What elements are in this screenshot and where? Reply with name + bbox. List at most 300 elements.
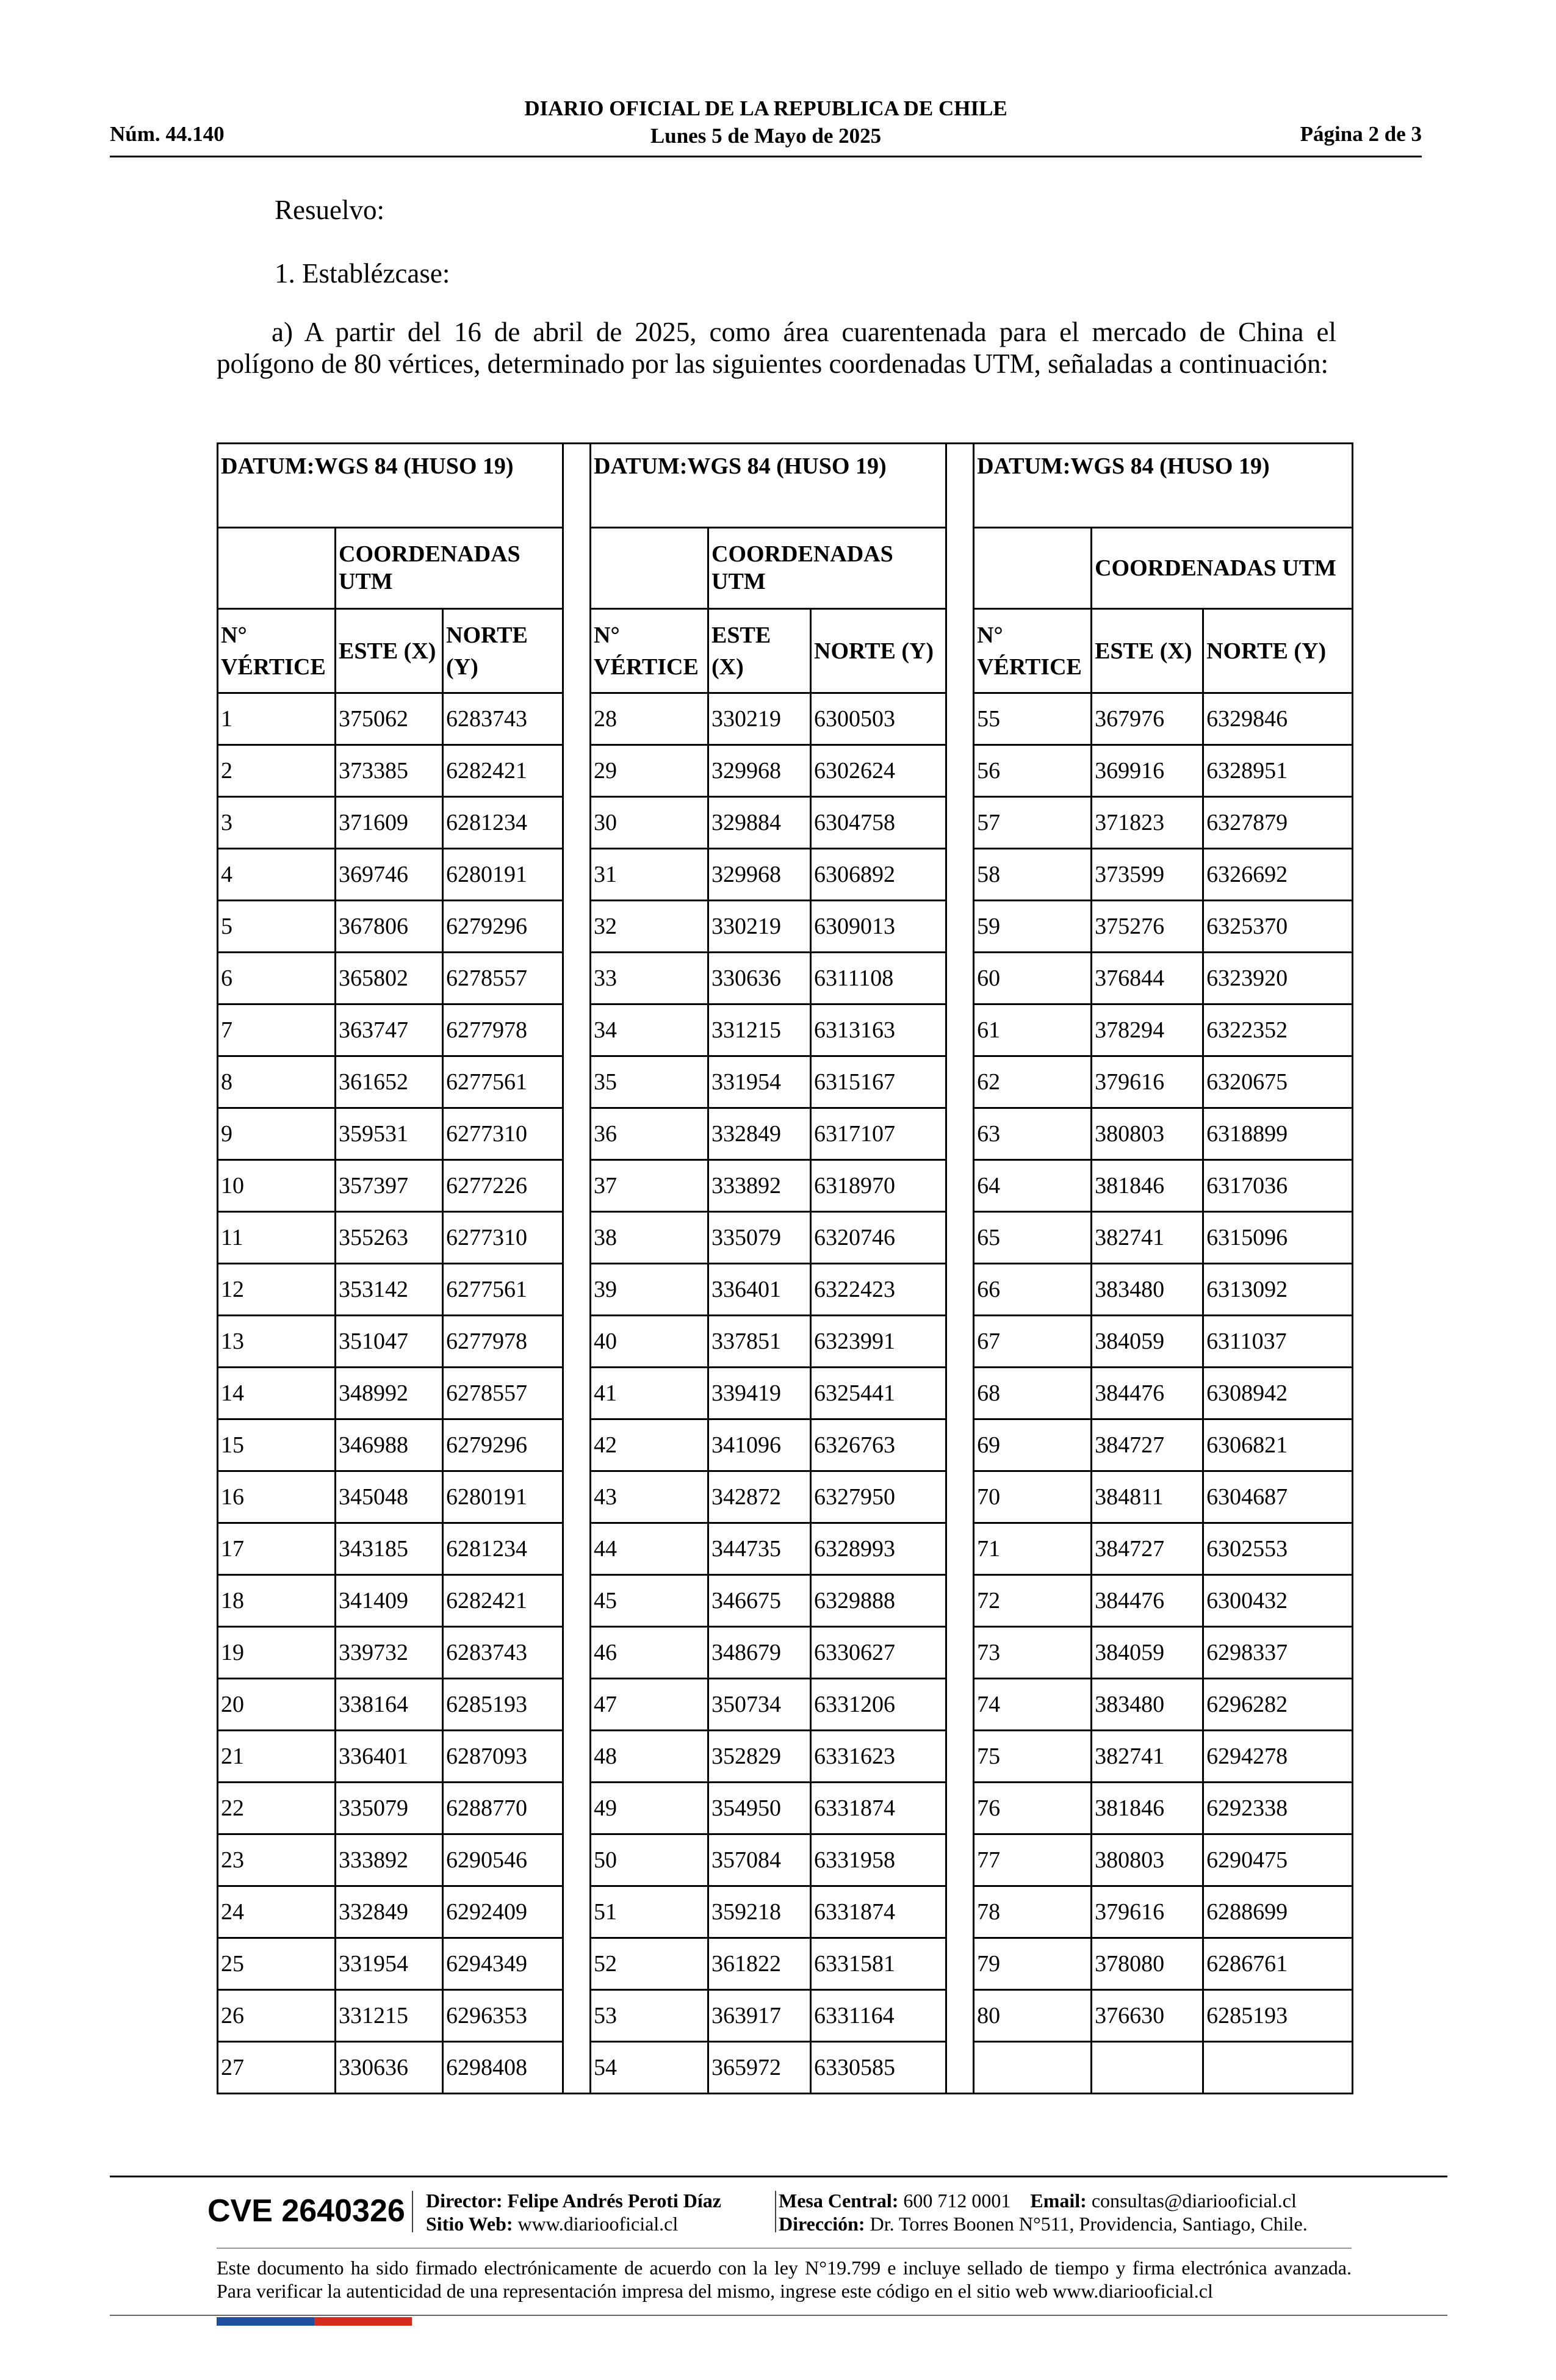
norte-cell: 6277226 bbox=[443, 1160, 563, 1212]
este-cell: 365802 bbox=[336, 953, 443, 1004]
footer-divider bbox=[412, 2191, 413, 2232]
vertex-cell: 77 bbox=[974, 1834, 1092, 1886]
norte-cell: 6311108 bbox=[811, 953, 946, 1004]
norte-cell: 6286761 bbox=[1203, 1938, 1353, 1990]
vertex-cell: 63 bbox=[974, 1108, 1092, 1160]
norte-cell: 6320746 bbox=[811, 1212, 946, 1264]
email-address[interactable]: consultas@diariooficial.cl bbox=[1091, 2190, 1297, 2212]
director-label: Director: bbox=[426, 2190, 503, 2212]
vertex-cell: 20 bbox=[218, 1679, 336, 1731]
norte-cell: 6306821 bbox=[1203, 1419, 1353, 1471]
director-name: Felipe Andrés Peroti Díaz bbox=[507, 2190, 721, 2212]
este-cell: 333892 bbox=[336, 1834, 443, 1886]
vertex-cell: 42 bbox=[591, 1419, 708, 1471]
vertex-cell: 44 bbox=[591, 1523, 708, 1575]
intro-paragraph: a) A partir del 16 de abril de 2025, como área cuarentenada para el mercado de China el polígono de 80 vértices, determinado por las siguientes coordenadas UTM, señaladas a continuación: bbox=[217, 317, 1336, 379]
este-cell: 337851 bbox=[708, 1316, 811, 1368]
footer-rule bbox=[110, 2176, 1447, 2177]
table-row bbox=[218, 1316, 1353, 1368]
norte-cell: 6322423 bbox=[811, 1264, 946, 1316]
vertex-cell: 38 bbox=[591, 1212, 708, 1264]
table-row bbox=[218, 1368, 1353, 1419]
vertex-cell: 40 bbox=[591, 1316, 708, 1368]
este-cell: 338164 bbox=[336, 1679, 443, 1731]
este-cell: 384727 bbox=[1092, 1419, 1203, 1471]
vertex-cell: 37 bbox=[591, 1160, 708, 1212]
norte-cell: 6329846 bbox=[1203, 693, 1353, 745]
col-norte: NORTE (Y) bbox=[443, 609, 563, 693]
flag-blue-bar bbox=[217, 2317, 314, 2326]
site-label: Sitio Web: bbox=[426, 2213, 513, 2235]
issue-number: Núm. 44.140 bbox=[110, 122, 225, 146]
norte-cell: 6317107 bbox=[811, 1108, 946, 1160]
este-cell: 339419 bbox=[708, 1368, 811, 1419]
table-row bbox=[218, 1264, 1353, 1316]
norte-cell: 6323920 bbox=[1203, 953, 1353, 1004]
este-cell: 331954 bbox=[708, 1056, 811, 1108]
este-cell: 329968 bbox=[708, 849, 811, 901]
vertex-cell: 47 bbox=[591, 1679, 708, 1731]
este-cell: 354950 bbox=[708, 1783, 811, 1834]
vertex-cell: 6 bbox=[218, 953, 336, 1004]
este-cell: 342872 bbox=[708, 1471, 811, 1523]
datum-header: DATUM:WGS 84 (HUSO 19) bbox=[591, 444, 946, 528]
table-row bbox=[218, 1160, 1353, 1212]
vertex-cell bbox=[974, 2042, 1092, 2094]
table-row bbox=[218, 849, 1353, 901]
este-cell: 352829 bbox=[708, 1731, 811, 1783]
norte-cell: 6302553 bbox=[1203, 1523, 1353, 1575]
norte-cell: 6281234 bbox=[443, 1523, 563, 1575]
este-cell: 336401 bbox=[708, 1264, 811, 1316]
este-cell: 346675 bbox=[708, 1575, 811, 1627]
este-cell: 329884 bbox=[708, 797, 811, 849]
este-cell: 330219 bbox=[708, 901, 811, 953]
este-cell: 382741 bbox=[1092, 1212, 1203, 1264]
este-cell: 335079 bbox=[708, 1212, 811, 1264]
este-cell: 373385 bbox=[336, 745, 443, 797]
vertex-cell: 8 bbox=[218, 1056, 336, 1108]
norte-cell: 6318899 bbox=[1203, 1108, 1353, 1160]
norte-cell: 6313092 bbox=[1203, 1264, 1353, 1316]
este-cell: 359218 bbox=[708, 1886, 811, 1938]
este-cell: 353142 bbox=[336, 1264, 443, 1316]
norte-cell: 6277310 bbox=[443, 1108, 563, 1160]
vertex-cell: 39 bbox=[591, 1264, 708, 1316]
table-row bbox=[218, 1056, 1353, 1108]
col-vertex: N° VÉRTICE bbox=[591, 609, 708, 693]
norte-cell: 6278557 bbox=[443, 1368, 563, 1419]
este-cell: 367806 bbox=[336, 901, 443, 953]
este-cell: 339732 bbox=[336, 1627, 443, 1679]
col-vertex: N° VÉRTICE bbox=[218, 609, 336, 693]
este-cell: 378294 bbox=[1092, 1004, 1203, 1056]
este-cell: 365972 bbox=[708, 2042, 811, 2094]
este-cell: 383480 bbox=[1092, 1679, 1203, 1731]
este-cell: 379616 bbox=[1092, 1886, 1203, 1938]
este-cell: 346988 bbox=[336, 1419, 443, 1471]
norte-cell: 6317036 bbox=[1203, 1160, 1353, 1212]
header-title-block bbox=[110, 95, 1422, 150]
table-row bbox=[218, 1938, 1353, 1990]
este-cell: 361822 bbox=[708, 1938, 811, 1990]
norte-cell: 6277978 bbox=[443, 1004, 563, 1056]
vertex-cell: 27 bbox=[218, 2042, 336, 2094]
vertex-cell: 57 bbox=[974, 797, 1092, 849]
vertex-cell: 15 bbox=[218, 1419, 336, 1471]
este-cell: 371609 bbox=[336, 797, 443, 849]
vertex-cell: 50 bbox=[591, 1834, 708, 1886]
table-row bbox=[218, 745, 1353, 797]
este-cell: 381846 bbox=[1092, 1160, 1203, 1212]
table-row bbox=[218, 1679, 1353, 1731]
este-cell bbox=[1092, 2042, 1203, 2094]
norte-cell: 6331958 bbox=[811, 1834, 946, 1886]
table-row bbox=[218, 901, 1353, 953]
datum-header: DATUM:WGS 84 (HUSO 19) bbox=[218, 444, 563, 528]
vertex-cell: 22 bbox=[218, 1783, 336, 1834]
table-row bbox=[218, 1108, 1353, 1160]
vertex-cell: 35 bbox=[591, 1056, 708, 1108]
vertex-cell: 71 bbox=[974, 1523, 1092, 1575]
norte-cell: 6283743 bbox=[443, 693, 563, 745]
este-cell: 355263 bbox=[336, 1212, 443, 1264]
col-vertex: N° VÉRTICE bbox=[974, 609, 1092, 693]
table-row bbox=[218, 693, 1353, 745]
norte-cell: 6290546 bbox=[443, 1834, 563, 1886]
norte-cell: 6311037 bbox=[1203, 1316, 1353, 1368]
este-cell: 331954 bbox=[336, 1938, 443, 1990]
vertex-cell: 28 bbox=[591, 693, 708, 745]
norte-cell: 6292338 bbox=[1203, 1783, 1353, 1834]
vertex-cell: 29 bbox=[591, 745, 708, 797]
este-cell: 384476 bbox=[1092, 1368, 1203, 1419]
este-cell: 357397 bbox=[336, 1160, 443, 1212]
vertex-cell: 24 bbox=[218, 1886, 336, 1938]
este-cell: 331215 bbox=[708, 1004, 811, 1056]
norte-cell: 6288770 bbox=[443, 1783, 563, 1834]
page-header bbox=[110, 95, 1422, 157]
norte-cell: 6331206 bbox=[811, 1679, 946, 1731]
este-cell: 332849 bbox=[708, 1108, 811, 1160]
table-row bbox=[218, 1783, 1353, 1834]
norte-cell: 6330627 bbox=[811, 1627, 946, 1679]
mesa-phone: 600 712 0001 bbox=[903, 2190, 1011, 2212]
vertex-cell: 54 bbox=[591, 2042, 708, 2094]
norte-cell: 6296282 bbox=[1203, 1679, 1353, 1731]
vertex-cell: 53 bbox=[591, 1990, 708, 2042]
col-este: ESTE (X) bbox=[336, 609, 443, 693]
norte-cell: 6285193 bbox=[1203, 1990, 1353, 2042]
este-cell: 373599 bbox=[1092, 849, 1203, 901]
norte-cell: 6331581 bbox=[811, 1938, 946, 1990]
norte-cell: 6327879 bbox=[1203, 797, 1353, 849]
direccion-text: Dr. Torres Boonen N°511, Providencia, Santiago, Chile. bbox=[870, 2213, 1308, 2235]
norte-cell: 6281234 bbox=[443, 797, 563, 849]
norte-cell: 6304758 bbox=[811, 797, 946, 849]
vertex-cell: 65 bbox=[974, 1212, 1092, 1264]
norte-cell: 6287093 bbox=[443, 1731, 563, 1783]
norte-cell: 6278557 bbox=[443, 953, 563, 1004]
este-cell: 329968 bbox=[708, 745, 811, 797]
norte-cell: 6304687 bbox=[1203, 1471, 1353, 1523]
norte-cell: 6280191 bbox=[443, 849, 563, 901]
coordinates-table bbox=[217, 442, 1353, 2094]
table-row bbox=[218, 1471, 1353, 1523]
footer-contact-block bbox=[779, 2189, 1308, 2235]
norte-cell: 6302624 bbox=[811, 745, 946, 797]
table-row bbox=[218, 2042, 1353, 2094]
vertex-cell: 17 bbox=[218, 1523, 336, 1575]
este-cell: 378080 bbox=[1092, 1938, 1203, 1990]
norte-cell: 6331623 bbox=[811, 1731, 946, 1783]
table-row bbox=[218, 797, 1353, 849]
vertex-cell: 31 bbox=[591, 849, 708, 901]
norte-cell: 6277978 bbox=[443, 1316, 563, 1368]
norte-cell: 6288699 bbox=[1203, 1886, 1353, 1938]
este-cell: 332849 bbox=[336, 1886, 443, 1938]
este-cell: 345048 bbox=[336, 1471, 443, 1523]
email-label: Email: bbox=[1030, 2190, 1087, 2212]
vertex-cell: 72 bbox=[974, 1575, 1092, 1627]
norte-cell: 6328951 bbox=[1203, 745, 1353, 797]
este-cell: 333892 bbox=[708, 1160, 811, 1212]
vertex-cell: 2 bbox=[218, 745, 336, 797]
point-1: 1. Establézcase: bbox=[275, 258, 450, 289]
norte-cell: 6277310 bbox=[443, 1212, 563, 1264]
este-cell: 369916 bbox=[1092, 745, 1203, 797]
este-cell: 341096 bbox=[708, 1419, 811, 1471]
newspaper-title: DIARIO OFICIAL DE LA REPUBLICA DE CHILE bbox=[524, 96, 1007, 120]
este-cell: 341409 bbox=[336, 1575, 443, 1627]
vertex-cell: 13 bbox=[218, 1316, 336, 1368]
coord-header: COORDENADAS UTM bbox=[1092, 528, 1353, 609]
norte-cell: 6290475 bbox=[1203, 1834, 1353, 1886]
vertex-cell: 64 bbox=[974, 1160, 1092, 1212]
este-cell: 380803 bbox=[1092, 1834, 1203, 1886]
norte-cell: 6320675 bbox=[1203, 1056, 1353, 1108]
norte-cell: 6325441 bbox=[811, 1368, 946, 1419]
este-cell: 350734 bbox=[708, 1679, 811, 1731]
norte-cell: 6292409 bbox=[443, 1886, 563, 1938]
vertex-cell: 12 bbox=[218, 1264, 336, 1316]
este-cell: 363747 bbox=[336, 1004, 443, 1056]
coord-header-row bbox=[218, 528, 1353, 609]
norte-cell: 6294278 bbox=[1203, 1731, 1353, 1783]
este-cell: 384059 bbox=[1092, 1627, 1203, 1679]
vertex-cell: 58 bbox=[974, 849, 1092, 901]
footer-mid-rule bbox=[217, 2248, 1352, 2249]
col-este: ESTE (X) bbox=[1092, 609, 1203, 693]
este-cell: 348992 bbox=[336, 1368, 443, 1419]
vertex-cell: 74 bbox=[974, 1679, 1092, 1731]
este-cell: 375276 bbox=[1092, 901, 1203, 953]
vertex-cell: 51 bbox=[591, 1886, 708, 1938]
norte-cell: 6280191 bbox=[443, 1471, 563, 1523]
norte-cell: 6331874 bbox=[811, 1886, 946, 1938]
norte-cell: 6283743 bbox=[443, 1627, 563, 1679]
vertex-cell: 66 bbox=[974, 1264, 1092, 1316]
table-row bbox=[218, 1834, 1353, 1886]
table-row bbox=[218, 1419, 1353, 1471]
norte-cell: 6282421 bbox=[443, 745, 563, 797]
este-cell: 336401 bbox=[336, 1731, 443, 1783]
vertex-cell: 43 bbox=[591, 1471, 708, 1523]
norte-cell: 6326763 bbox=[811, 1419, 946, 1471]
vertex-cell: 69 bbox=[974, 1419, 1092, 1471]
vertex-cell: 41 bbox=[591, 1368, 708, 1419]
este-cell: 357084 bbox=[708, 1834, 811, 1886]
vertex-cell: 14 bbox=[218, 1368, 336, 1419]
table-row bbox=[218, 1004, 1353, 1056]
norte-cell: 6322352 bbox=[1203, 1004, 1353, 1056]
norte-cell: 6309013 bbox=[811, 901, 946, 953]
page-number: Página 2 de 3 bbox=[1300, 122, 1422, 146]
vertex-cell: 1 bbox=[218, 693, 336, 745]
datum-row bbox=[218, 444, 1353, 528]
vertex-cell: 55 bbox=[974, 693, 1092, 745]
este-cell: 330636 bbox=[708, 953, 811, 1004]
este-cell: 379616 bbox=[1092, 1056, 1203, 1108]
este-cell: 376630 bbox=[1092, 1990, 1203, 2042]
este-cell: 351047 bbox=[336, 1316, 443, 1368]
norte-cell: 6308942 bbox=[1203, 1368, 1353, 1419]
este-cell: 367976 bbox=[1092, 693, 1203, 745]
este-cell: 384811 bbox=[1092, 1471, 1203, 1523]
este-cell: 376844 bbox=[1092, 953, 1203, 1004]
table-row bbox=[218, 1990, 1353, 2042]
norte-cell: 6331164 bbox=[811, 1990, 946, 2042]
norte-cell bbox=[1203, 2042, 1353, 2094]
vertex-cell: 62 bbox=[974, 1056, 1092, 1108]
table-row bbox=[218, 1212, 1353, 1264]
vertex-cell: 56 bbox=[974, 745, 1092, 797]
vertex-cell: 59 bbox=[974, 901, 1092, 953]
table-row bbox=[218, 1575, 1353, 1627]
vertex-cell: 46 bbox=[591, 1627, 708, 1679]
este-cell: 384727 bbox=[1092, 1523, 1203, 1575]
footer-divider bbox=[775, 2191, 776, 2232]
col-norte: NORTE (Y) bbox=[1203, 609, 1353, 693]
table-row bbox=[218, 953, 1353, 1004]
norte-cell: 6318970 bbox=[811, 1160, 946, 1212]
norte-cell: 6315167 bbox=[811, 1056, 946, 1108]
vertex-cell: 68 bbox=[974, 1368, 1092, 1419]
site-url[interactable]: www.diariooficial.cl bbox=[517, 2213, 679, 2235]
norte-cell: 6279296 bbox=[443, 901, 563, 953]
norte-cell: 6306892 bbox=[811, 849, 946, 901]
norte-cell: 6315096 bbox=[1203, 1212, 1353, 1264]
norte-cell: 6329888 bbox=[811, 1575, 946, 1627]
norte-cell: 6279296 bbox=[443, 1419, 563, 1471]
norte-cell: 6296353 bbox=[443, 1990, 563, 2042]
este-cell: 375062 bbox=[336, 693, 443, 745]
norte-cell: 6313163 bbox=[811, 1004, 946, 1056]
mesa-label: Mesa Central: bbox=[779, 2190, 899, 2212]
norte-cell: 6326692 bbox=[1203, 849, 1353, 901]
vertex-cell: 76 bbox=[974, 1783, 1092, 1834]
direccion-label: Dirección: bbox=[779, 2213, 865, 2235]
vertex-cell: 16 bbox=[218, 1471, 336, 1523]
vertex-cell: 61 bbox=[974, 1004, 1092, 1056]
vertex-cell: 67 bbox=[974, 1316, 1092, 1368]
norte-cell: 6277561 bbox=[443, 1056, 563, 1108]
datum-header: DATUM:WGS 84 (HUSO 19) bbox=[974, 444, 1353, 528]
norte-cell: 6294349 bbox=[443, 1938, 563, 1990]
este-cell: 330636 bbox=[336, 2042, 443, 2094]
col-este: ESTE (X) bbox=[708, 609, 811, 693]
vertex-cell: 45 bbox=[591, 1575, 708, 1627]
issue-date: Lunes 5 de Mayo de 2025 bbox=[650, 124, 882, 148]
este-cell: 361652 bbox=[336, 1056, 443, 1108]
este-cell: 381846 bbox=[1092, 1783, 1203, 1834]
vertex-cell: 34 bbox=[591, 1004, 708, 1056]
vertex-cell: 79 bbox=[974, 1938, 1092, 1990]
norte-cell: 6300432 bbox=[1203, 1575, 1353, 1627]
este-cell: 369746 bbox=[336, 849, 443, 901]
este-cell: 344735 bbox=[708, 1523, 811, 1575]
table-row bbox=[218, 1523, 1353, 1575]
vertex-cell: 11 bbox=[218, 1212, 336, 1264]
norte-cell: 6328993 bbox=[811, 1523, 946, 1575]
vertex-cell: 5 bbox=[218, 901, 336, 953]
vertex-cell: 60 bbox=[974, 953, 1092, 1004]
este-cell: 384059 bbox=[1092, 1316, 1203, 1368]
este-cell: 384476 bbox=[1092, 1575, 1203, 1627]
norte-cell: 6277561 bbox=[443, 1264, 563, 1316]
vertex-cell: 25 bbox=[218, 1938, 336, 1990]
vertex-cell: 75 bbox=[974, 1731, 1092, 1783]
este-cell: 383480 bbox=[1092, 1264, 1203, 1316]
vertex-cell: 21 bbox=[218, 1731, 336, 1783]
vertex-cell: 73 bbox=[974, 1627, 1092, 1679]
vertex-cell: 18 bbox=[218, 1575, 336, 1627]
norte-cell: 6327950 bbox=[811, 1471, 946, 1523]
norte-cell: 6323991 bbox=[811, 1316, 946, 1368]
vertex-cell: 7 bbox=[218, 1004, 336, 1056]
este-cell: 363917 bbox=[708, 1990, 811, 2042]
este-cell: 330219 bbox=[708, 693, 811, 745]
norte-cell: 6331874 bbox=[811, 1783, 946, 1834]
vertex-cell: 32 bbox=[591, 901, 708, 953]
vertex-cell: 36 bbox=[591, 1108, 708, 1160]
este-cell: 331215 bbox=[336, 1990, 443, 2042]
norte-cell: 6330585 bbox=[811, 2042, 946, 2094]
este-cell: 343185 bbox=[336, 1523, 443, 1575]
vertex-cell: 30 bbox=[591, 797, 708, 849]
footer-director-block bbox=[426, 2189, 721, 2235]
cve-code: CVE 2640326 bbox=[207, 2193, 405, 2229]
este-cell: 348679 bbox=[708, 1627, 811, 1679]
vertex-cell: 23 bbox=[218, 1834, 336, 1886]
vertex-cell: 4 bbox=[218, 849, 336, 901]
este-cell: 371823 bbox=[1092, 797, 1203, 849]
vertex-cell: 48 bbox=[591, 1731, 708, 1783]
vertex-cell: 78 bbox=[974, 1886, 1092, 1938]
vertex-cell: 49 bbox=[591, 1783, 708, 1834]
norte-cell: 6298408 bbox=[443, 2042, 563, 2094]
vertex-cell: 26 bbox=[218, 1990, 336, 2042]
table-row bbox=[218, 1627, 1353, 1679]
norte-cell: 6282421 bbox=[443, 1575, 563, 1627]
col-norte: NORTE (Y) bbox=[811, 609, 946, 693]
signature-note: Este documento ha sido firmado electrónicamente de acuerdo con la ley N°19.799 e incluye sellado de tiempo y firma electrónica avanzada. Para verificar la autenticidad de una representación impresa del mismo, ingrese este código en el sitio web www.diariooficial.cl bbox=[217, 2257, 1352, 2302]
flag-red-bar bbox=[314, 2317, 412, 2326]
coord-header: COORDENADAS UTM bbox=[336, 528, 563, 609]
norte-cell: 6300503 bbox=[811, 693, 946, 745]
vertex-cell: 33 bbox=[591, 953, 708, 1004]
vertex-cell: 9 bbox=[218, 1108, 336, 1160]
